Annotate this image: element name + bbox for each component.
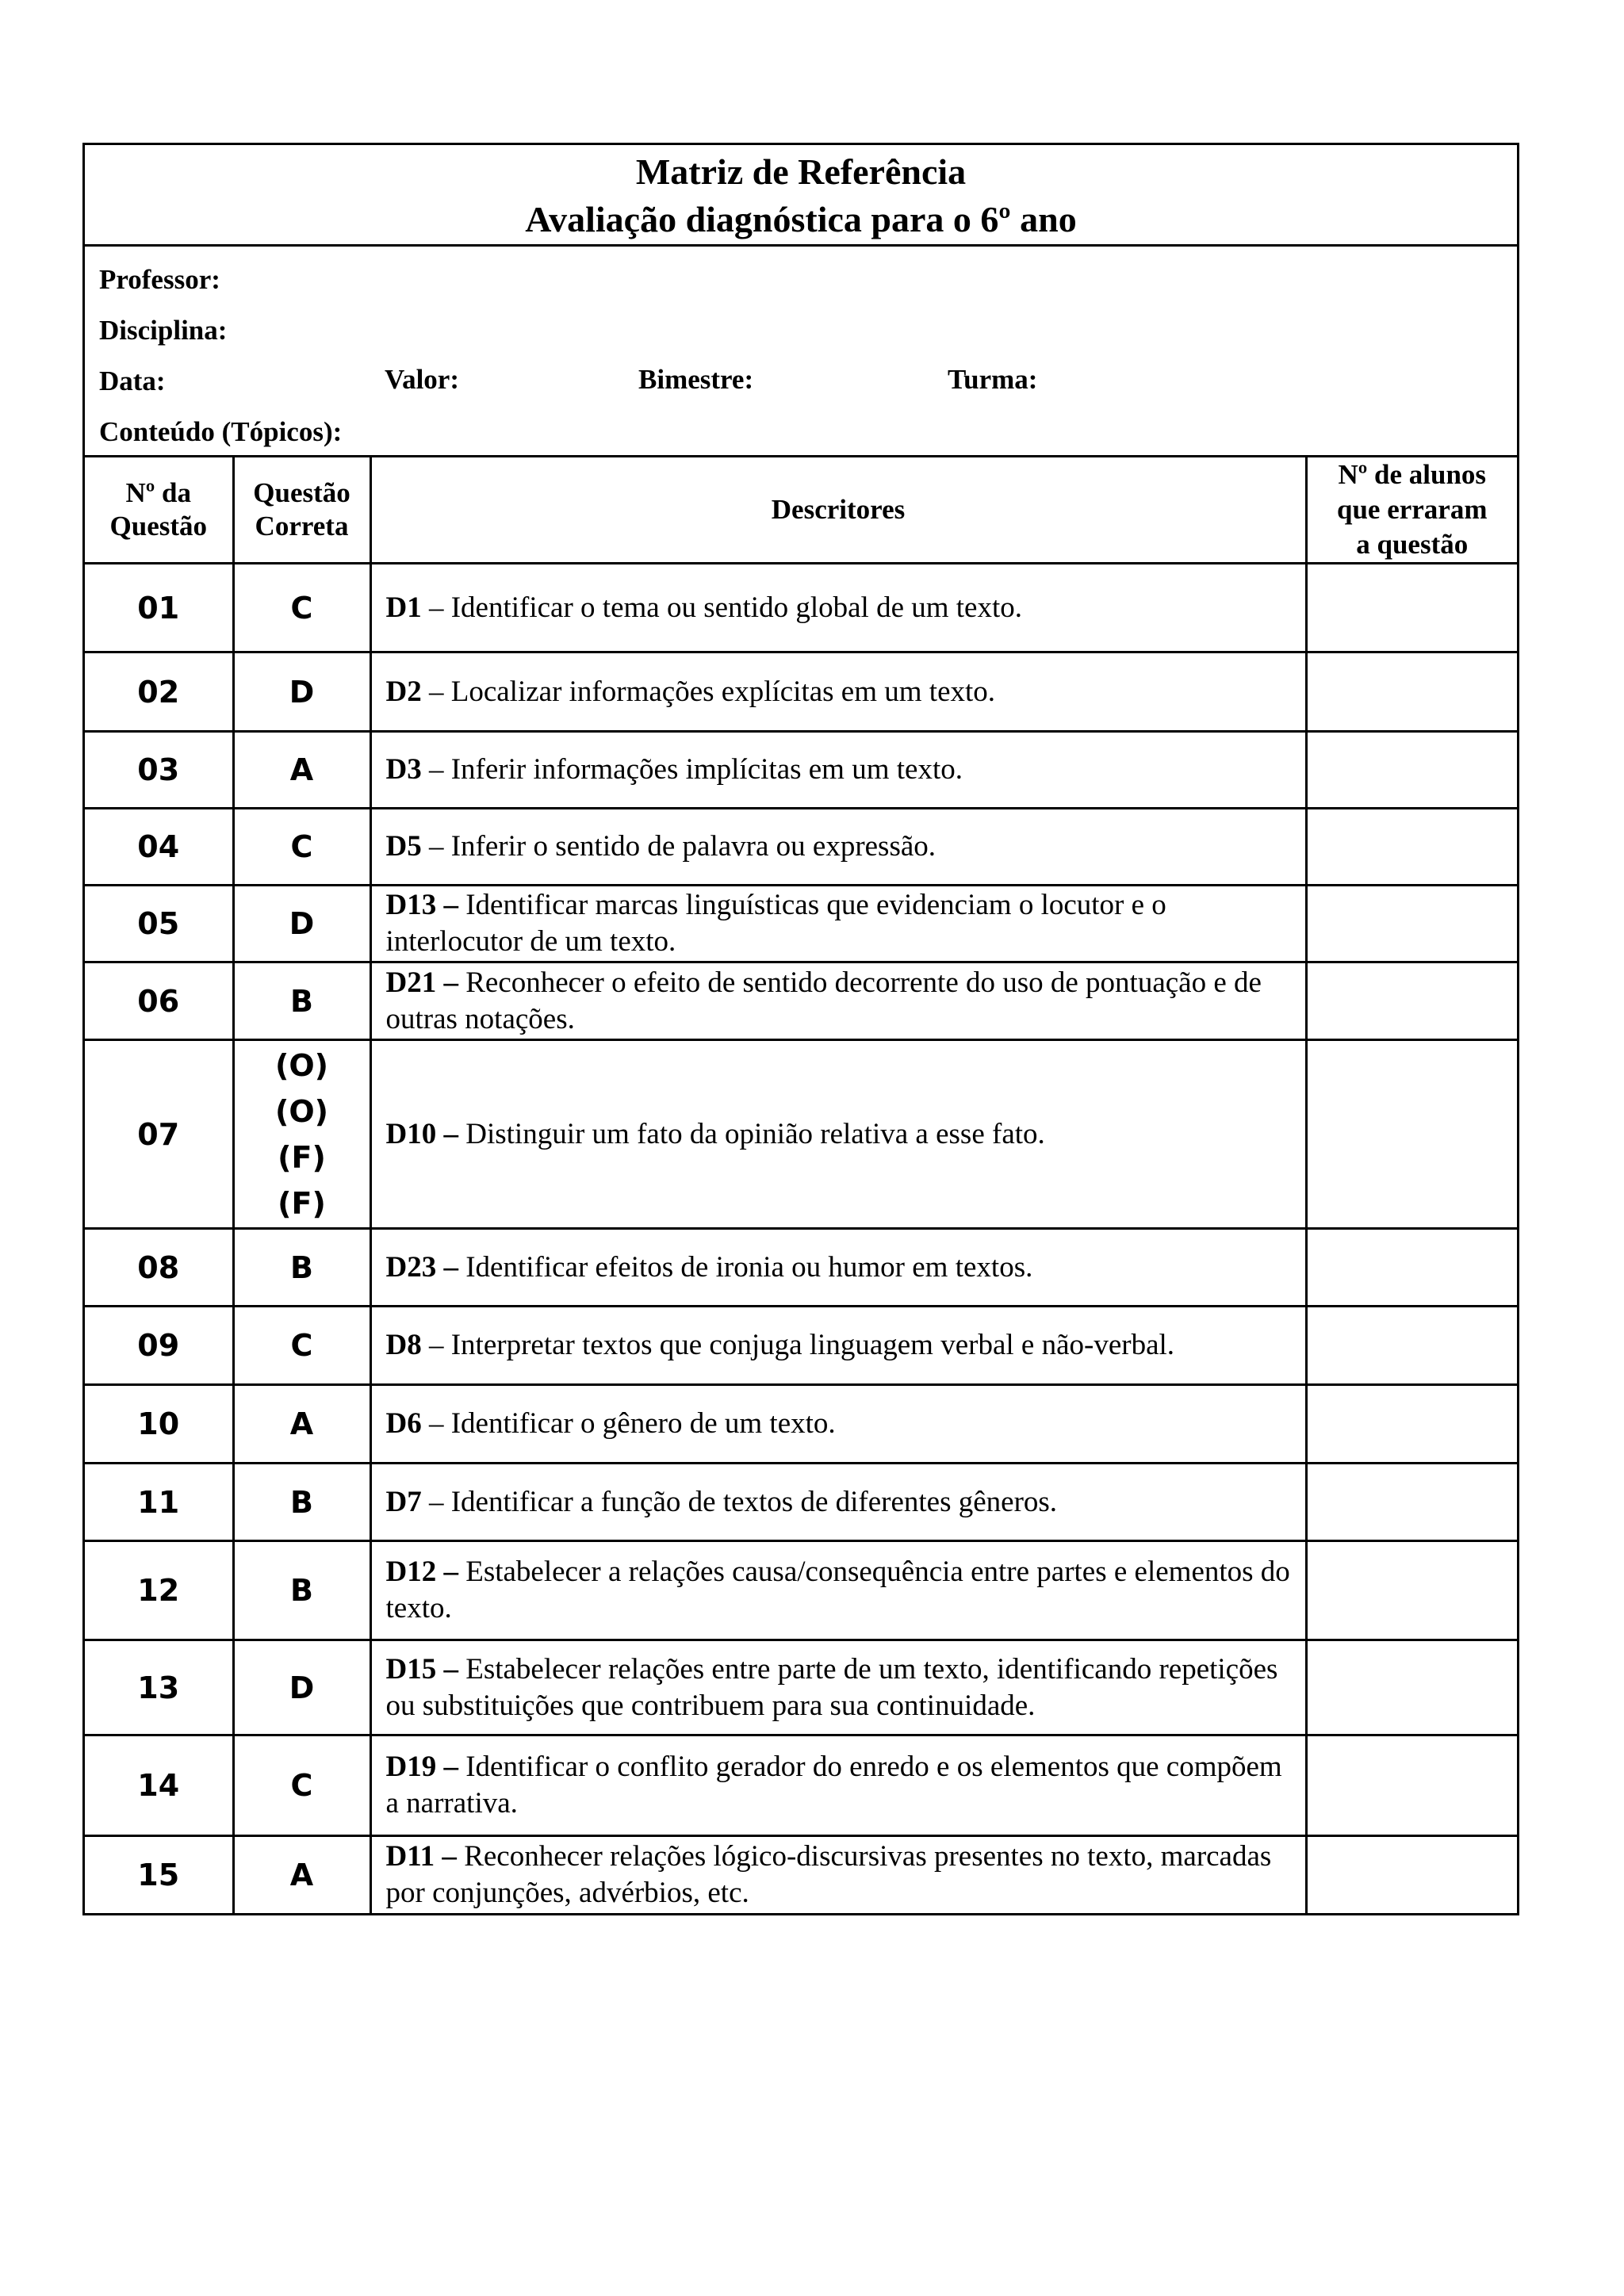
table-row bbox=[85, 732, 1517, 809]
correct-answer: C bbox=[233, 1307, 370, 1385]
question-number: 08 bbox=[85, 1229, 233, 1307]
question-number: 12 bbox=[85, 1541, 233, 1640]
descriptor-text: – Inferir informações implícitas em um texto. bbox=[421, 753, 963, 786]
answer-item: (O) bbox=[274, 1047, 329, 1083]
descriptor-code: D19 – bbox=[385, 1751, 458, 1783]
table-row bbox=[85, 1385, 1517, 1464]
table-row bbox=[85, 652, 1517, 732]
table-row bbox=[85, 1307, 1517, 1385]
question-number: 10 bbox=[85, 1385, 233, 1464]
wrong-count-cell[interactable] bbox=[1306, 1040, 1517, 1229]
descriptor-text: Reconhecer relações lógico-discursivas presentes no texto, marcadas por conjunções, advérbios, etc. bbox=[385, 1839, 1272, 1909]
header-descriptors: Descritores bbox=[370, 457, 1306, 564]
descriptor-code: D12 – bbox=[385, 1556, 458, 1588]
descriptor bbox=[370, 1541, 1306, 1640]
wrong-count-cell[interactable] bbox=[1306, 1385, 1517, 1464]
descriptor bbox=[370, 886, 1306, 962]
question-number: 05 bbox=[85, 886, 233, 962]
date-label: Data: bbox=[99, 365, 166, 396]
correct-answer: C bbox=[233, 564, 370, 652]
descriptor-text: – Interpretar textos que conjuga linguagem verbal e não-verbal. bbox=[421, 1329, 1175, 1361]
professor-label: Professor: bbox=[99, 264, 220, 295]
descriptor-code: D11 – bbox=[385, 1839, 457, 1873]
descriptor-text: Distinguir um fato da opinião relativa a esse fato. bbox=[458, 1117, 1045, 1150]
correct-answer: A bbox=[233, 1836, 370, 1913]
wrong-count-cell[interactable] bbox=[1306, 732, 1517, 809]
content-topics-label: Conteúdo (Tópicos): bbox=[99, 416, 343, 447]
title-block bbox=[85, 145, 1517, 247]
bimester-label: Bimestre: bbox=[638, 364, 754, 395]
document-title: Matriz de Referência bbox=[635, 151, 967, 192]
descriptor-text: – Identificar o gênero de um texto. bbox=[421, 1407, 836, 1440]
header-question-number: Nº da Questão bbox=[85, 457, 233, 564]
table-row bbox=[85, 1735, 1517, 1836]
descriptor-code: D6 bbox=[385, 1407, 422, 1440]
descriptor-code: D10 – bbox=[385, 1117, 458, 1150]
descriptor bbox=[370, 1735, 1306, 1836]
descriptor bbox=[370, 564, 1306, 652]
wrong-count-cell[interactable] bbox=[1306, 1229, 1517, 1307]
question-number: 01 bbox=[85, 564, 233, 652]
correct-answer: A bbox=[233, 1385, 370, 1464]
question-number: 02 bbox=[85, 652, 233, 732]
question-number: 15 bbox=[85, 1836, 233, 1913]
descriptor-text: Identificar efeitos de ironia ou humor em textos. bbox=[458, 1250, 1033, 1284]
wrong-count-cell[interactable] bbox=[1306, 962, 1517, 1040]
descriptor-code: D15 – bbox=[385, 1652, 458, 1686]
descriptor bbox=[370, 732, 1306, 809]
descriptor bbox=[370, 809, 1306, 886]
correct-answer: B bbox=[233, 1541, 370, 1640]
correct-answer: C bbox=[233, 809, 370, 886]
descriptor bbox=[370, 1640, 1306, 1735]
descriptor-code: D2 bbox=[385, 675, 422, 708]
table-row bbox=[85, 1836, 1517, 1913]
correct-answer: D bbox=[233, 886, 370, 962]
wrong-count-cell[interactable] bbox=[1306, 652, 1517, 732]
descriptor-code: D13 – bbox=[385, 889, 458, 921]
correct-answer: B bbox=[233, 1464, 370, 1541]
descriptor-text: – Localizar informações explícitas em um texto. bbox=[421, 675, 996, 708]
descriptor-code: D5 bbox=[385, 830, 422, 863]
descriptor-text: – Identificar a função de textos de diferentes gêneros. bbox=[421, 1485, 1058, 1518]
table-row bbox=[85, 1040, 1517, 1229]
table-row bbox=[85, 1464, 1517, 1541]
table-row bbox=[85, 1541, 1517, 1640]
question-number: 06 bbox=[85, 962, 233, 1040]
answer-item: (F) bbox=[278, 1139, 326, 1175]
descriptor-text: Identificar o conflito gerador do enredo e os elementos que compõem a narrativa. bbox=[385, 1751, 1282, 1820]
table-row bbox=[85, 1229, 1517, 1307]
descriptor-text: – Identificar o tema ou sentido global de um texto. bbox=[421, 591, 1023, 624]
descriptor-code: D3 bbox=[385, 753, 422, 786]
descriptor bbox=[370, 1229, 1306, 1307]
wrong-count-cell[interactable] bbox=[1306, 886, 1517, 962]
correct-answer: C bbox=[233, 1735, 370, 1836]
descriptor bbox=[370, 1836, 1306, 1913]
document-subtitle: Avaliação diagnóstica para o 6º ano bbox=[525, 199, 1077, 239]
question-number: 11 bbox=[85, 1464, 233, 1541]
correct-answer: B bbox=[233, 1229, 370, 1307]
answer-item: (O) bbox=[274, 1093, 329, 1129]
descriptor-code: D7 bbox=[385, 1485, 422, 1518]
wrong-count-cell[interactable] bbox=[1306, 1640, 1517, 1735]
info-block bbox=[85, 247, 1517, 457]
table-row bbox=[85, 564, 1517, 652]
correct-answer: A bbox=[233, 732, 370, 809]
class-label: Turma: bbox=[948, 364, 1038, 395]
value-label: Valor: bbox=[385, 364, 459, 395]
correct-answer: D bbox=[233, 652, 370, 732]
descriptor-code: D1 bbox=[385, 591, 422, 624]
wrong-count-cell[interactable] bbox=[1306, 1464, 1517, 1541]
descriptor bbox=[370, 1385, 1306, 1464]
wrong-count-cell[interactable] bbox=[1306, 564, 1517, 652]
question-number: 14 bbox=[85, 1735, 233, 1836]
header-wrong-count: Nº de alunos que erraram a questão bbox=[1306, 457, 1517, 564]
table-row bbox=[85, 886, 1517, 962]
descriptor bbox=[370, 1307, 1306, 1385]
question-number: 04 bbox=[85, 809, 233, 886]
header-correct-answer: Questão Correta bbox=[233, 457, 370, 564]
correct-answer: D bbox=[233, 1640, 370, 1735]
descriptor bbox=[370, 1464, 1306, 1541]
descriptor-text: Identificar marcas linguísticas que evidenciam o locutor e o interlocutor de um texto. bbox=[385, 889, 1166, 958]
descriptor-text: Estabelecer a relações causa/consequência entre partes e elementos do texto. bbox=[385, 1556, 1290, 1624]
wrong-count-cell[interactable] bbox=[1306, 1836, 1517, 1913]
table-row bbox=[85, 809, 1517, 886]
wrong-count-cell[interactable] bbox=[1306, 1735, 1517, 1836]
wrong-count-cell[interactable] bbox=[1306, 809, 1517, 886]
descriptor-table bbox=[85, 457, 1517, 1913]
descriptor-code: D21 – bbox=[385, 966, 458, 999]
descriptor-text: Estabelecer relações entre parte de um texto, identificando repetições ou substituições que contribuem para sua continuidade. bbox=[385, 1652, 1278, 1722]
wrong-count-cell[interactable] bbox=[1306, 1541, 1517, 1640]
correct-answer bbox=[233, 1040, 370, 1229]
question-number: 03 bbox=[85, 732, 233, 809]
correct-answer: B bbox=[233, 962, 370, 1040]
wrong-count-cell[interactable] bbox=[1306, 1307, 1517, 1385]
reference-matrix-sheet bbox=[82, 143, 1519, 1915]
question-number: 07 bbox=[85, 1040, 233, 1229]
answer-item: (F) bbox=[278, 1185, 326, 1221]
descriptor bbox=[370, 962, 1306, 1040]
descriptor bbox=[370, 652, 1306, 732]
table-header-row bbox=[85, 457, 1517, 564]
descriptor-code: D23 – bbox=[385, 1250, 458, 1284]
table-row bbox=[85, 962, 1517, 1040]
descriptor bbox=[370, 1040, 1306, 1229]
table-row bbox=[85, 1640, 1517, 1735]
discipline-label: Disciplina: bbox=[99, 315, 228, 346]
question-number: 09 bbox=[85, 1307, 233, 1385]
descriptor-text: – Inferir o sentido de palavra ou expressão. bbox=[421, 830, 936, 863]
question-number: 13 bbox=[85, 1640, 233, 1735]
descriptor-text: Reconhecer o efeito de sentido decorrente do uso de pontuação e de outras notações. bbox=[385, 966, 1262, 1035]
descriptor-code: D8 bbox=[385, 1329, 422, 1361]
